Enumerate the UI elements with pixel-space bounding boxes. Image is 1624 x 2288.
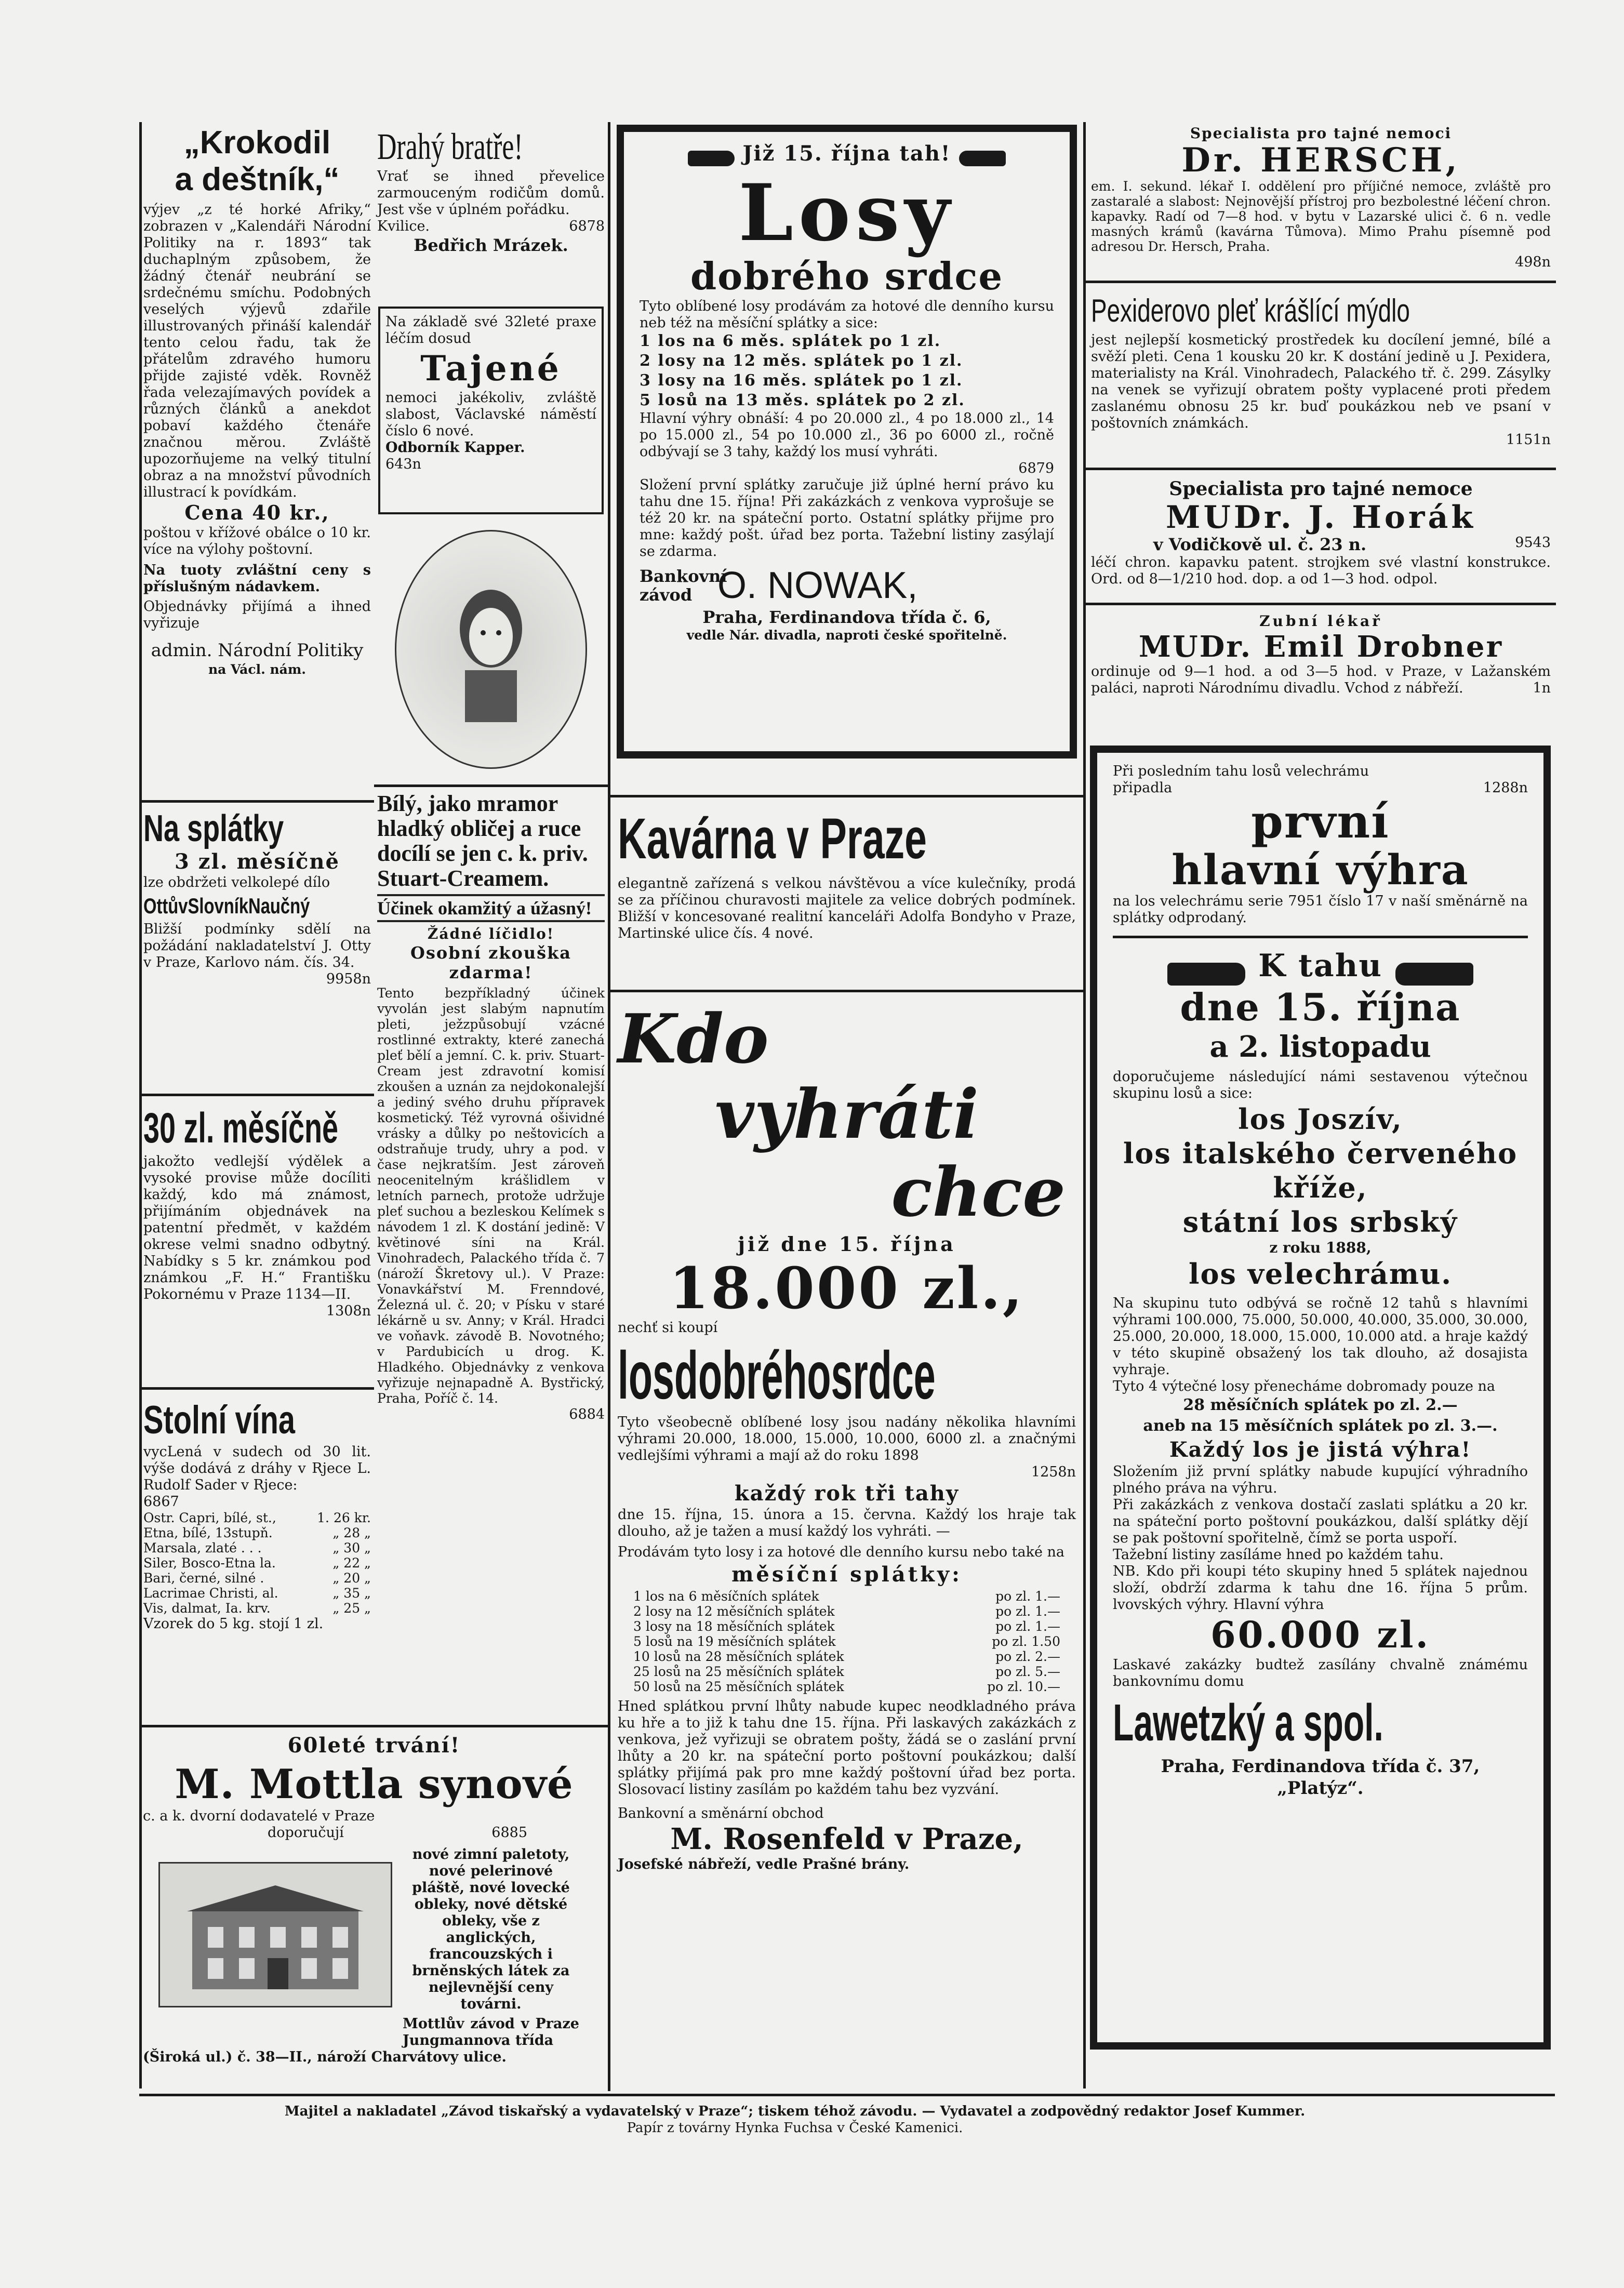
tajene-body: nemoci jakékoliv, zvláště slabost, Václavské náměstí číslo 6 nové.	[385, 390, 596, 439]
losy-rate: 3 losy na 16 měs. splátek po 1 zl.	[640, 371, 963, 390]
splatky-body: Bližší podmínky sdělí na požádání nakladatelství J. Otty v Praze, Karlovo nám. čís. 34.	[143, 921, 371, 970]
kdo-row: 1 los na 6 měsíčních splátek po zl. 1.—	[633, 1589, 1060, 1604]
mesicne-num: 1308n	[326, 1303, 371, 1319]
drobner-title: Zubní lékař	[1259, 613, 1382, 630]
krokodil-post: poštou v křížové obálce o 10 kr. více na výlohy poštovní.	[143, 525, 371, 557]
ad-mottl	[143, 1730, 605, 2089]
vina-item: Bari, černé, silné . „ 20 „	[143, 1571, 371, 1586]
lawetzky-addr: Praha, Ferdinandova třída č. 37,	[1161, 1755, 1480, 1777]
mottl-address: (Široká ul.) č. 38—II., nároží Charvátovy ulice.	[143, 2049, 507, 2065]
stuart-body: Tento bezpříkladný účinek vyvolán jest slabým napnutím pleti, ježzpůsobují vzácné rostlinné extrakty, které zanechá pleť bělí a jemní. C. k. priv. Stuart-Cream jest zdravotní komisí zkoušen a uznán za nejdokonalejší a jediný svého druhu přípravek kosmetický. Též vyrovná ošividné vrásky a důlky po neštovicích a odstraňuje trudy, uhry a pod. v čase nejkratším. Jest zároveň neocenitelným krášlidlem v letních parnech, protože udržuje pleť suchou a bezleskou Kelímek s návodem 1 zl. K dostání jedině: V květinové síni na Král. Vinohradech, Palackého třída č. 7 (nároží Škretovy ul.). V Praze: Vonavkářství M. Frenndové, Železná ul. č. 20; v Písku v staré lékárně u sv. Anny; v Král. Hradci ve voňavk. závodě B. Novotného; v Pardubicích u drog. K. Hladkého. Objednávky z venkova vyřizuje nejnapadně A. Bystřický, Praha, Poříč č. 14.	[377, 986, 605, 1406]
tajene-doctor: Odborník Kapper.	[385, 440, 525, 456]
kdo-l3: chce	[891, 1152, 1066, 1232]
losy-rates	[640, 331, 1054, 410]
hersch-num: 498n	[1515, 254, 1551, 270]
pointing-hand-icon	[1167, 963, 1245, 986]
kdo-row: 10 losů na 28 měsíčních splátek po zl. 2.—	[633, 1649, 1060, 1664]
kdo-bank: Bankovní a směnární obchod	[618, 1805, 824, 1821]
horak-body: léčí chron. kapavku patent. strojkem své vlastní konstrukce. Ord. od 8—1/210 hod. dop. a od 1—3 hod. odpol.	[1091, 554, 1551, 587]
ad-bratre	[374, 125, 608, 307]
building-illustration	[158, 1862, 392, 2007]
lawetzky-body2: Tyto 4 výtečné losy přenecháme dobromady pouze na	[1113, 1378, 1496, 1394]
losy-title: Losy	[738, 167, 955, 259]
losy-rate: 2 losy na 12 měs. splátek po 1 zl.	[640, 351, 963, 370]
kdo-owner: M. Rosenfeld v Praze,	[670, 1822, 1023, 1856]
tajene-intro: Na základě své 32leté praxe léčím dosud	[385, 314, 596, 347]
kdo-sell: Prodávám tyto losy i za hotové dle denního kursu nebo také na	[618, 1544, 1065, 1560]
divider	[1113, 936, 1528, 938]
mottl-items: nové zimní paletoty, nové pelerinové pláště, nové lovecké obleky, nové dětské obleky, vše z anglických, francouzských i brněnských látek za nejlevnější ceny továrni.	[412, 1846, 570, 2012]
lawetzky-date2: a 2. listopadu	[1209, 1029, 1431, 1064]
lawetzky-intro: Při posledním tahu losů velechrámu připadla 1288n	[1113, 763, 1528, 796]
kavarna-body: elegantně zařízená s velkou návštěvou a více kulečníky, prodá se za příčinou churavosti majitele za velice dobrých podmínek. Bližší v koncesované realitní kanceláři Adolfa Bondyho v Praze, Martinské ulice čís. 4 nové.	[618, 875, 1076, 941]
horak-name: MUDr. J. Horák	[1166, 499, 1476, 536]
hersch-name: Dr. HERSCH,	[1181, 141, 1460, 180]
lawetzky-g1: los Joszív,	[1238, 1102, 1403, 1136]
vina-sample: Vzorek do 5 kg. stojí 1 zl.	[143, 1616, 324, 1632]
lawetzky-p1: 28 měsíčních splátek po zl. 2.—	[1183, 1395, 1458, 1414]
ad-losy	[617, 125, 1077, 759]
krokodil-admin: admin. Národní Politiky	[151, 640, 364, 661]
splatky-name: OttůvSlovníkNaučný	[143, 894, 310, 918]
ad-tajene	[378, 307, 604, 514]
kdo-l2: vyhráti	[715, 1074, 979, 1154]
krokodil-orders: Objednávky přijímá a ihned vyřizuje	[143, 598, 371, 631]
losy-bank: Bankovní závod	[640, 566, 727, 605]
stuart-num: 6884	[569, 1406, 605, 1422]
kdo-table	[618, 1589, 1076, 1694]
krokodil-title-1: „Krokodil	[183, 125, 331, 161]
lawetzky-every: Každý los je jistá výhra!	[1169, 1437, 1472, 1462]
mesicne-body: jakožto vedlejší výdělek a vysoké provise může docíliti každý, kdo má známost, přijímáním objednávek na patentní předmět, v každém okrese velmi snadno odbytný. Nabídky s 5 kr. známkou pod známkou „F. H.“ Františku Pokornému v Praze 1134—II.	[143, 1153, 371, 1302]
drobner-name: MUDr. Emil Drobner	[1138, 630, 1503, 664]
vina-item: Lacrimae Christi, al. „ 35 „	[143, 1586, 371, 1601]
drobner-num: 1n	[1533, 680, 1551, 696]
lawetzky-body4: Při zakázkách z venkova dostačí zaslati splátku a 20 kr. na spáteční porto poštovní poukázkou, další splátky dějí se pak poštovní spořitelně, čímž se porta uspoří.	[1113, 1496, 1528, 1546]
pointing-hand-icon	[959, 151, 1006, 166]
footer-line-1: Majitel a nakladatel „Závod tiskařský a vydavatelský v Praze“; tiskem téhož závodu. — Vydavatel a zodpovědný redaktor Josef Kummer.	[284, 2104, 1306, 2119]
kdo-amount: 18.000 zl.,	[669, 1255, 1025, 1322]
mesicne-title: 30 zl. měsíčně	[143, 1105, 339, 1152]
ad-hersch	[1086, 125, 1556, 281]
pointing-hand-icon	[1395, 963, 1473, 986]
losy-rate: 1 los na 6 měs. splátek po 1 zl.	[640, 331, 941, 350]
kdo-num: 1258n	[1031, 1464, 1076, 1480]
lawetzky-title1: první	[1251, 794, 1390, 848]
mottl-years: 60leté trvání!	[287, 1733, 461, 1758]
kdo-row: 5 losů na 19 měsíčních splátek po zl. 1.50	[633, 1634, 1060, 1649]
divider	[139, 1725, 608, 1727]
lawetzky-body3: Složením již první splátky nabude kupující výhradního plného práva na výhru.	[1113, 1463, 1528, 1496]
hersch-body: em. I. sekund. lékař I. oddělení pro příjičné nemoce, zvláště pro zastaralé a slabost: Nejnovější přístroj pro bezbolestné léčení chron. kapavky. Radí od 7—8 hod. v bytu v Lazarské ulici č. 6 n. vedle masných krámů (kavárna Tůmova). Mimo Prahu písemně pod adresou Dr. Hersch, Praha.	[1091, 179, 1551, 254]
lawetzky-body5: Tažební listiny zasíláme hned po každém tahu.	[1113, 1546, 1444, 1563]
losy-wins: Hlavní výhry obnáší: 4 po 20.000 zl., 4 po 18.000 zl., 14 po 15.000 zl., 54 po 10.000 zl., 36 po 6000 zl., ročně odbývají se 3 tahy, každý los musí vyhráti.	[640, 410, 1054, 460]
kdo-row: 25 losů na 25 měsíčních splátek po zl. 5.—	[633, 1664, 1060, 1679]
kdo-date: již dne 15. října	[738, 1232, 956, 1256]
mottl-name: M. Mottla synové	[175, 1761, 574, 1808]
lawetzky-g5: los velechrámu.	[1188, 1257, 1453, 1291]
stuart-title: Bílý, jako mramor hladký obličej a ruce docílí se jen c. k. priv. Stuart-Creamem.	[377, 791, 588, 891]
lawetzky-s1: na los velechrámu serie 7951 číslo 17 v naší směnárně na splátky odprodaný.	[1113, 893, 1528, 926]
column-4	[1086, 125, 1556, 2089]
mottl-works: Mottlův závod v Praze Jungmannova třída	[403, 2016, 579, 2048]
kdo-dates: dne 15. října, 15. února a 15. června. Každý los hraje tak dlouho, až je tažen a musí každý los vyhráti. —	[618, 1507, 1076, 1539]
column-2	[374, 125, 608, 1725]
footer-rule	[139, 2094, 1555, 2096]
ad-pexider	[1086, 283, 1556, 468]
ad-lawetzky	[1090, 746, 1551, 2050]
drobner-body: ordinuje od 9—1 hod. a od 3—5 hod. v Praze, v Lažanském paláci, naproti Národnímu divadlu. Vchod z nábřeží.	[1091, 663, 1551, 696]
tajene-num: 643n	[385, 456, 421, 472]
bratre-title: Drahý bratře!	[377, 126, 523, 167]
ad-kavarna	[610, 797, 1083, 990]
losy-addr: Praha, Ferdinandova třída č. 6,	[702, 607, 991, 627]
kdo-buy: nechť si koupí	[618, 1320, 718, 1336]
bratre-name: Bedřich Mrázek.	[414, 235, 568, 255]
losy-sub: dobrého srdce	[690, 254, 1004, 298]
kdo-l1: Kdo	[618, 999, 769, 1079]
pexider-title: Pexiderovo pleť krášlící mýdlo	[1091, 293, 1410, 329]
ad-krokodil	[140, 125, 374, 800]
krokodil-address: na Václ. nám.	[208, 662, 307, 677]
splatky-title: Na splátky	[143, 808, 284, 849]
bratre-body: Vrať se ihned převelice zarmouceným rodičům domů. Jest vše v úplném pořádku.	[377, 168, 605, 218]
losy-rate: 5 losů na 13 měs. splátek po 2 zl.	[640, 391, 965, 409]
kdo-addr: Josefské nábřeží, vedle Prašné brány.	[618, 1856, 910, 1872]
ad-mesicne	[140, 1096, 374, 1387]
krokodil-title-2: a deštník,“	[175, 162, 340, 197]
pexider-body: jest nejlepší kosmetický prostředek ku docílení jemné, bílé a svěží pleti. Cena 1 kousku 20 kr. K dostání jedině u J. Pexidera, materialisty na Král. Vinohradech, Palackého tř. č. 299. Zásylky na venek se vyřizují obratem pošty vyplacené proti předem zaslanému obnosu 25 kr. buď poukázkou neb ve psaní v poštovních známkách.	[1091, 332, 1551, 431]
lawetzky-title2: hlavní výhra	[1172, 845, 1469, 894]
lawetzky-body7: Laskavé zakázky budtež zasílány chvalně známému bankovnímu domu	[1113, 1656, 1528, 1690]
footer-line-2: Papír z továrny Hynka Fuchsa v České Kamenici.	[627, 2120, 963, 2136]
kdo-row: 3 losy na 18 měsíčních splátek po zl. 1.—	[633, 1619, 1060, 1634]
splatky-sub: 3 zl. měsíčně	[175, 849, 340, 874]
ad-vina	[140, 1390, 374, 1691]
portrait-icon	[434, 571, 548, 727]
krokodil-body: výjev „z té horké Afriky,“ zobrazen v „Kalendáři Národní Politiky na r. 1893“ tak duchaplným způsobem, že žádný čtenář neubrání se srdečnému smíchu. Podobných veselých výjevů zdařile illustrovaných přináší kalendář tento celou řadu, tak že přátelům zdravého humoru přijde zajisté vděk. Rovněž řada velezajímavých povídek a různých článků a anekdot pobaví každého čtenáře značnou měrou. Zvláště upozorňujeme na velký titulní obraz a na množství původních illustrací k povídkám.	[143, 202, 371, 500]
tajene-title: Tajené	[420, 348, 562, 389]
lawetzky-addr2: „Platýz“.	[1277, 1777, 1364, 1799]
lawetzky-rec: doporučujeme následující námi sestavenou výtečnou skupinu losů a sice:	[1113, 1068, 1528, 1101]
vina-body: vycLená v sudech od 30 lit. výše dodává z dráhy v Rjece L. Rudolf Sader v Rjece:	[143, 1444, 371, 1493]
page-footer	[130, 2103, 1460, 2136]
lawetzky-tah: K tahu	[1258, 948, 1382, 984]
vina-item: Siler, Bosco-Etna la. „ 22 „	[143, 1555, 371, 1571]
mottl-sub: c. a k. dvorní dodavatelé v Praze	[143, 1808, 375, 1824]
pexider-num: 1151n	[1506, 432, 1551, 448]
kdo-monthly: měsíční splátky:	[731, 1562, 962, 1587]
lawetzky-g4: z roku 1888,	[1269, 1239, 1372, 1256]
losy-num: 6879	[1018, 460, 1054, 476]
vina-list	[143, 1510, 371, 1616]
column-3	[610, 125, 1083, 2089]
lawetzky-win: 60.000 zl.	[1210, 1613, 1430, 1656]
lawetzky-date1: dne 15. října	[1180, 985, 1461, 1029]
bratre-footer: Kvilice. 6878	[377, 218, 605, 234]
stuart-effect: Účinek okamžitý a úžasný!	[377, 894, 605, 922]
vina-title: Stolní vína	[143, 1398, 296, 1442]
lawetzky-tah-line	[1113, 948, 1528, 986]
ad-drobner	[1086, 605, 1556, 717]
losy-addr2: vedle Nár. divadla, naproti české spořitelně.	[686, 627, 1007, 643]
stuart-s2: Osobní zkouška zdarma!	[410, 943, 572, 982]
losy-owner: O. NOWAK,	[717, 564, 918, 606]
kdo-row: 2 losy na 12 měsíčních splátek po zl. 1.—	[633, 1604, 1060, 1619]
lawetzky-g3: státní los srbský	[1182, 1205, 1458, 1239]
kdo-draws: každý rok tři tahy	[734, 1481, 960, 1506]
lawetzky-body1: Na skupinu tuto odbývá se ročně 12 tahů s hlavními výhrami 100.000, 75.000, 50.000, 40.000, 35.000, 30.000, 25.000, 20.000, 18.000, 15.000, 10.000 atd. a hraje každý v této skupině obsažený los tak dlouho, až dosajista vyhraje.	[1113, 1295, 1528, 1378]
horak-title: Specialista pro tajné nemoce	[1169, 478, 1473, 500]
lawetzky-body6: NB. Kdo při koupi této skupiny hned 5 splátek najednou složí, obdrží zdarma k tahu dne 16. října 5 prům. lvovských výhry. Hlavní výhra	[1113, 1563, 1528, 1613]
splatky-num: 9958n	[326, 971, 371, 987]
column-1	[140, 125, 374, 1725]
mottl-line: doporučují 6885	[268, 1825, 527, 1841]
krokodil-price: Cena 40 kr.,	[184, 501, 330, 524]
vina-item: Etna, bílé, 13stupň. „ 28 „	[143, 1525, 371, 1540]
lawetzky-firm: Lawetzký a spol.	[1113, 1693, 1383, 1752]
kavarna-title: Kavárna v Praze	[618, 807, 927, 871]
kdo-rule: Hned splátkou první lhůty nabude kupec neodkladného práva ku hře a to již k tahu dne 15. října. Při laskavých zakázkách z venkova, jež vyřizuji se obratem pošty, žádá se o zaslání první lhůty a 20 kr. na spáteční porto poštovní poukázkou; další splátky přijímá pak pro mne každý poštovní úřad bez porta. Slosovací listiny zasílám po každém tahu bez vyzvání.	[618, 1698, 1076, 1798]
horak-line: v Vodičkově ul. č. 23 n. 9543	[1153, 535, 1551, 554]
losy-tah: Již 15. října tah!	[742, 141, 951, 166]
vina-item: Marsala, zlaté . . . „ 30 „	[143, 1540, 371, 1555]
splatky-line: lze obdržeti velkolepé dílo	[143, 874, 330, 890]
hersch-title: Specialista pro tajné nemoci	[1190, 125, 1452, 142]
lawetzky-p2: aneb na 15 měsíčních splátek po zl. 3.—.	[1143, 1416, 1498, 1435]
ad-rosenfeld	[610, 992, 1083, 2083]
ad-horak	[1086, 470, 1556, 603]
ad-stuart	[374, 787, 608, 1598]
kdo-body: Tyto všeobecně oblíbené losy jsou nadány několika hlavními výhrami 20.000, 18.000, 15.000, 10.000, 6000 zl. a značnými vedlejšími výhrami a mají až do roku 1898	[618, 1414, 1076, 1464]
losy-intro: Tyto oblíbené losy prodávám za hotové dle denního kursu neb též na měsíční splátky a sice:	[640, 298, 1054, 331]
losy-tah-line	[640, 141, 1054, 166]
kdo-row: 50 losů na 25 měsíčních splátek po zl. 10.—	[633, 1679, 1060, 1694]
stuart-s1: Žádné líčidlo!	[427, 925, 555, 942]
ad-splatky	[140, 803, 374, 1094]
vina-item: Vis, dalmat, Ia. krv. „ 25 „	[143, 1601, 371, 1616]
pointing-hand-icon	[688, 151, 735, 166]
vina-num: 6867	[143, 1494, 179, 1510]
lawetzky-g2: los italského červeného kříže,	[1123, 1136, 1518, 1204]
losy-rule: Složení první splátky zaručuje již úplné herní právo ku tahu dne 15. října! Při zakázkách z venkova vyprošuje se též 20 kr. na spáteční porto. Ostatní splátky přijme pro mne: každý pošt. úřad bez porta. Tažební listiny zasýlají se zdarma.	[640, 476, 1054, 560]
portrait-illustration	[395, 530, 587, 769]
vina-item: Ostr. Capri, bílé, st., 1. 26 kr.	[143, 1510, 371, 1525]
building-icon	[177, 1875, 374, 1994]
krokodil-note: Na tuoty zvláštní ceny s příslušným nádavkem.	[143, 562, 371, 595]
kdo-los: losdobréhosrdce	[618, 1337, 936, 1413]
